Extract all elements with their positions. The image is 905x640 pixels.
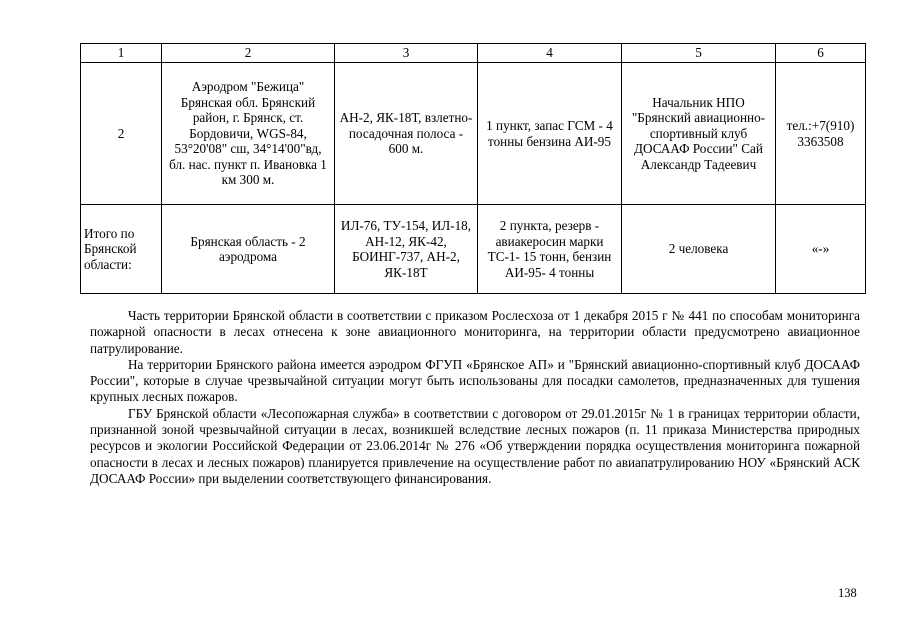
- header-cell: 2: [162, 44, 335, 63]
- aerodrome-table: [80, 43, 866, 294]
- table-row-total: [81, 205, 866, 294]
- total-aircraft-cell: ИЛ-76, ТУ-154, ИЛ-18, АН-12, ЯК-42, БОИНГ-737, АН-2, ЯК-18Т: [335, 205, 478, 294]
- header-cell: 3: [335, 44, 478, 63]
- aircraft-types-cell: АН-2, ЯК-18Т, взлетно-посадочная полоса - 600 м.: [335, 63, 478, 205]
- responsible-person-cell: Начальник НПО "Брянский авиационно-спортивный клуб ДОСААФ России" Сай Александр Тадеевич: [622, 63, 776, 205]
- header-cell: 1: [81, 44, 162, 63]
- phone-cell: тел.:+7(910) 3363508: [776, 63, 866, 205]
- total-phone-cell: «-»: [776, 205, 866, 294]
- paragraph: ГБУ Брянской области «Лесопожарная служба» в соответствии с договором от 29.01.2015г № 1 в границах территории области, признанной зоной чрезвычайной ситуации в лесах, возникшей вследствие лесных пожаров (п. 11 приказа Министерства природных ресурсов и экологии Российской Федерации от 23.06.2014г № 276 «Об утверждении порядка осуществления мониторинга пожарной опасности в лесах и лесных пожаров) планируется привлечение на осуществление работ по авиапатрулированию НОУ «Брянский АСК ДОСААФ России» при выделении соответствующего финансирования.: [90, 405, 860, 486]
- table-row: [81, 63, 866, 205]
- row-number-cell: 2: [81, 63, 162, 205]
- header-cell: 6: [776, 44, 866, 63]
- total-fuel-cell: 2 пункта, резерв - авиакеросин марки ТС-1- 15 тонн, бензин АИ-95- 4 тонны: [478, 205, 622, 294]
- paragraph: На территории Брянского района имеется аэродром ФГУП «Брянское АП» и "Брянский авиационно-спортивный клуб ДОСААФ России", которые в случае чрезвычайной ситуации могут быть использованы для посадки самолетов, предназначенных для тушения крупных лесных пожаров.: [90, 356, 860, 405]
- paragraph: Часть территории Брянской области в соответствии с приказом Рослесхоза от 1 декабря 2015 г № 441 по способам мониторинга пожарной опасности в лесах отнесена к зоне авиационного мониторинга, на территории области предусмотрено авиационное патрулирование.: [90, 308, 860, 356]
- total-aerodromes-cell: Брянская область - 2 аэродрома: [162, 205, 335, 294]
- total-label-cell: Итого по Брянской области:: [81, 205, 162, 294]
- page-number: 138: [838, 586, 857, 600]
- aerodrome-location-cell: Аэродром "Бежица" Брянская обл. Брянский район, г. Брянск, ст. Бордовичи, WGS-84, 53°20'08" сш, 34°14'00"вд, бл. нас. пункт п. Ивановка 1 км 300 м.: [162, 63, 335, 205]
- header-cell: 4: [478, 44, 622, 63]
- fuel-points-cell: 1 пункт, запас ГСМ - 4 тонны бензина АИ-95: [478, 63, 622, 205]
- body-text: [90, 308, 860, 487]
- table-header-row: [81, 44, 866, 63]
- total-people-cell: 2 человека: [622, 205, 776, 294]
- header-cell: 5: [622, 44, 776, 63]
